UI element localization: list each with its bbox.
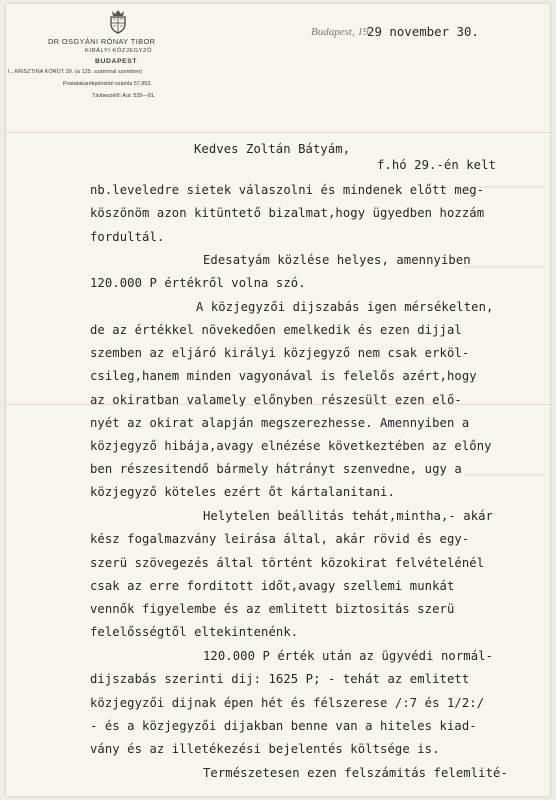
letter-line: vennők figyelembe és az emlitett biztositás szerü bbox=[90, 602, 455, 616]
bleed-through-mark bbox=[464, 266, 544, 268]
letterhead-postal-account: Postatakarékpénztári számla 57.953. bbox=[63, 81, 152, 87]
letter-line: de az értékkel növekedően emelkedik és ezen dijjal bbox=[90, 323, 462, 337]
letter-line: szemben az eljáró királyi közjegyző nem csak erköl- bbox=[90, 346, 470, 360]
date-place-year: Budapest, 19 bbox=[311, 26, 369, 38]
letter-line: szerü szövegezés által történt közokirat felvételénél bbox=[90, 556, 485, 570]
letter-line: ben részesitendő bármely hátrányt szenvedne, ugy a bbox=[90, 462, 462, 476]
letter-line: 120.000 P érték után az ügyvédi normál- bbox=[203, 649, 494, 663]
letter-line: A közjegyzői dijszabás igen mérsékelten, bbox=[196, 300, 494, 314]
letter-page bbox=[6, 4, 550, 796]
bleed-through-mark bbox=[464, 474, 544, 476]
fold-line bbox=[6, 132, 550, 133]
letterhead-phone: Távbeszélő: Aut. 535—91. bbox=[92, 93, 156, 99]
letterhead-name: DR OSGYÁNI RÓNAY TIBOR bbox=[48, 37, 156, 46]
salutation: Kedves Zoltán Bátyám, bbox=[194, 142, 351, 156]
letter-line: Edesatyám közlése helyes, amennyiben bbox=[203, 253, 471, 267]
letter-line: vány és az illetékezési bejelentés költsége is. bbox=[90, 742, 440, 756]
letter-line: kész fogalmazvány leirása által, akár rövid és egy- bbox=[90, 532, 470, 546]
letter-line: nb.leveledre sietek válaszolni és mindenek előtt meg- bbox=[90, 183, 485, 197]
letter-line: csileg,hanem minden vagyonával is felelős azért,hogy bbox=[90, 369, 477, 383]
letter-line: dijszabás szerinti dij: 1625 P; - tehát az emlitett bbox=[90, 672, 470, 686]
letter-line: f.hó 29.-én kelt bbox=[377, 158, 496, 172]
letterhead-title: KIRÁLYI KÖZJEGYZŐ bbox=[85, 48, 153, 54]
letter-line: közjegyzői dijnak épen hét és félszerese /:7 és 1/2:/ bbox=[90, 696, 485, 710]
letter-line: nyét az okirat alapján megszerezhesse. Amennyiben a bbox=[90, 416, 470, 430]
letter-line: köszönöm azon kitüntető bizalmat,hogy ügyedben hozzám bbox=[90, 206, 485, 220]
letter-line: Helytelen beállitás tehát,mintha,- akár bbox=[203, 509, 494, 523]
letterhead-city: BUDAPEST bbox=[95, 58, 138, 65]
date-day-month: 29 november 30. bbox=[367, 24, 479, 39]
letterhead-address: I., KRISZTINA KÖRÚT 30. (a 125. számmal szemben) bbox=[8, 69, 143, 75]
letter-line: közjegyző hibája,avagy elnézése következtében az előny bbox=[90, 439, 492, 453]
letter-line: felelősségtől eltekintenénk. bbox=[90, 625, 299, 639]
coat-of-arms-icon bbox=[106, 8, 130, 34]
letter-line: közjegyző köteles ezért őt kártalanitani. bbox=[90, 485, 395, 499]
letter-line: az okiratban valamely előnyben részesült ezen elő- bbox=[90, 393, 462, 407]
letter-line: - és a közjegyzői dijakban benne van a hiteles kiad- bbox=[90, 719, 477, 733]
letter-line: Természetesen ezen felszámitás felemlité- bbox=[203, 766, 508, 780]
letter-line: csak az erre forditott időt,avagy szellemi munkát bbox=[90, 579, 455, 593]
letter-line: 120.000 P értékről volna szó. bbox=[90, 276, 306, 290]
letter-line: fordultál. bbox=[90, 230, 165, 244]
